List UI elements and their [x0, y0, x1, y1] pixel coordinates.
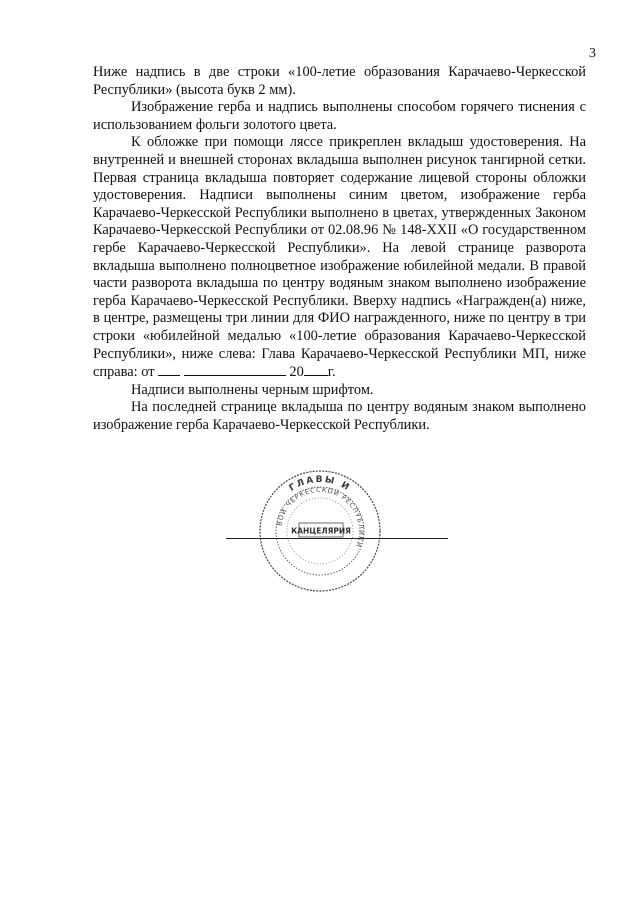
paragraph-4: Надписи выполнены черным шрифтом.	[131, 381, 374, 398]
page-number: 3	[589, 46, 596, 61]
document-body	[93, 64, 586, 434]
year-prefix: 20	[289, 364, 304, 381]
year-suffix: г.	[327, 364, 336, 381]
paragraph-3	[93, 134, 586, 381]
month-blank	[184, 363, 286, 376]
seal-top-text: ГЛАВЫ И	[287, 474, 353, 494]
paragraph-2: Изображение герба и надпись выполнены способом горячего тиснения с использованием фольги золотого цвета.	[93, 99, 586, 133]
paragraph-1: Ниже надпись в две строки «100-летие образования Карачаево-Черкесской Республики» (высота букв 2 мм).	[93, 64, 586, 98]
year-blank	[304, 363, 328, 376]
seal-center-label: КАНЦЕЛЯРИЯ	[291, 526, 351, 536]
official-seal	[255, 466, 385, 596]
paragraph-5: На последней странице вкладыша по центру водяным знаком выполнено изображение герба Карачаево-Черкесской Республики.	[93, 399, 586, 433]
paragraph-3-text: К обложке при помощи ляссе прикреплен вкладыш удостоверения. На внутренней и внешней сторонах вкладыша выполнен рисунок тангирной сетки. Первая страница вкладыша повторяет содержание лицевой стороны обложки удостоверения. Надписи выполнены синим цветом, изображение герба Карачаево-Черкесской Республики выполнено в цветах, утвержденных Законом Карачаево-Черкесской Республики от 02.08.96 № 148-XXII «О государственном гербе Карачаево-Черкесской Республики». На левой странице разворота вкладыша выполнено полноцветное изображение юбилейной медали. В правой части разворота вкладыша по центру водяным знаком выполнено изображение герба Карачаево-Черкесской Республики. Вверху надпись «Награжден(а) ниже, в центре, размещены три линии для ФИО награжденного, ниже по центру в три строки «юбилейной медалью «100-летие образования Карачаево-Черкесской Республики», ниже слева: Глава Карачаево-Черкесской Республики МП, ниже справа: от	[93, 134, 586, 381]
day-blank	[158, 363, 180, 376]
seal-ring-text: ВОЙ ЧЕРКЕССКОЙ РЕСПУБЛИКИ	[275, 485, 366, 549]
